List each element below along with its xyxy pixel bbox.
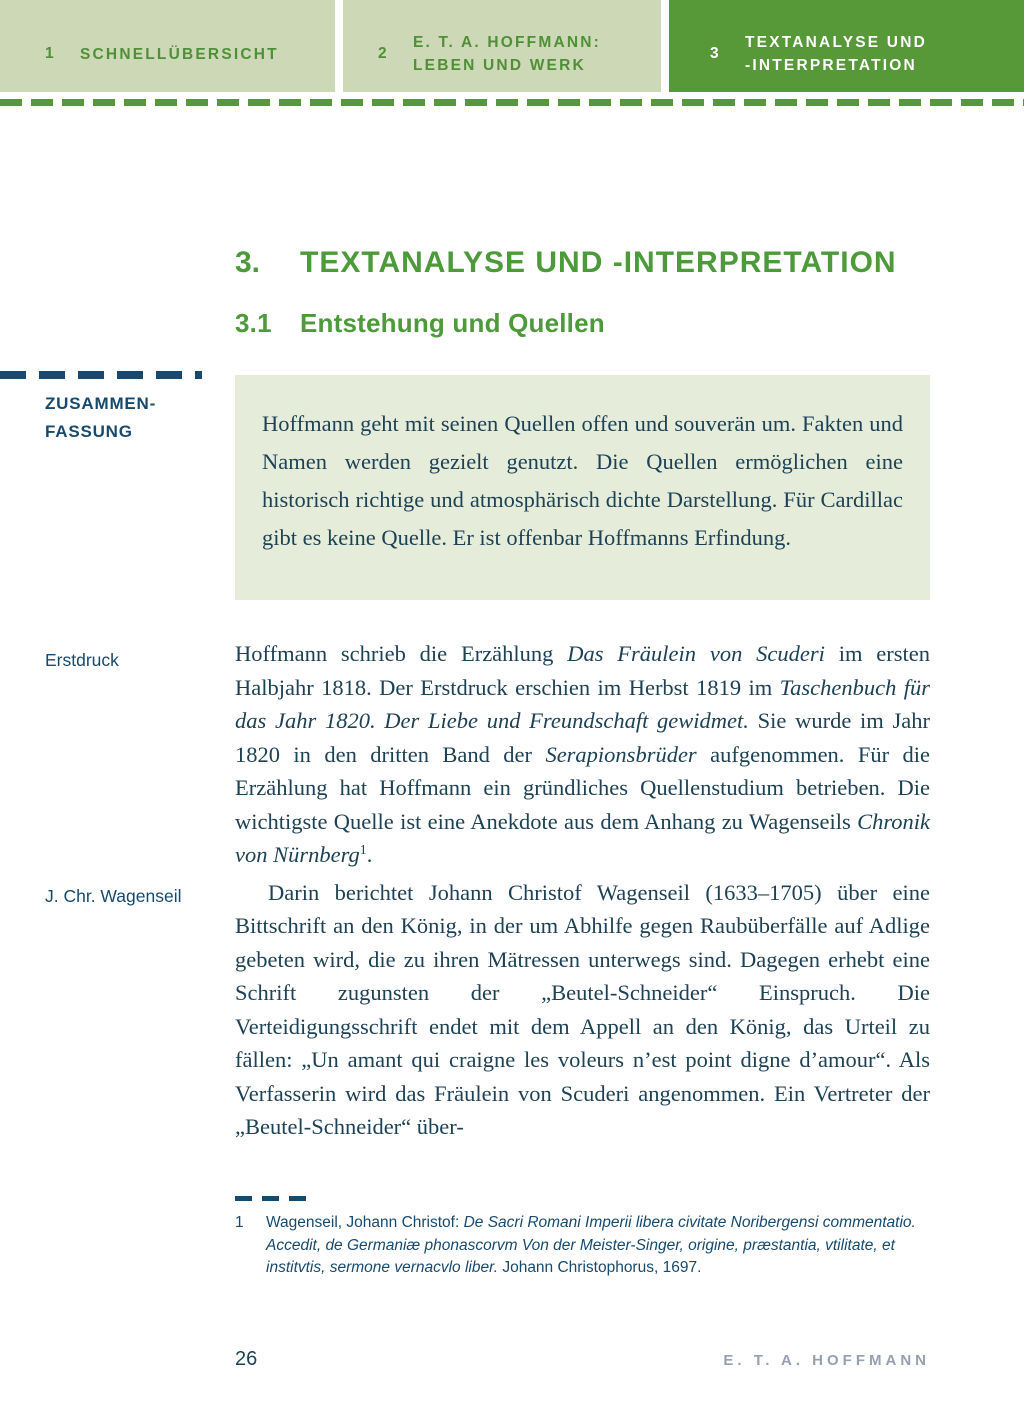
tab-label-line1: TEXTANALYSE UND — [745, 34, 927, 51]
header-tabs — [0, 0, 1024, 92]
footnote-number: 1 — [235, 1214, 244, 1231]
body-text-column — [235, 637, 930, 1144]
subsection-number: 3.1 — [235, 308, 272, 338]
summary-box — [235, 375, 930, 600]
tab-label-line2: -INTERPRETATION — [745, 57, 917, 74]
section-number: 3. — [235, 246, 261, 279]
summary-margin-label — [45, 390, 156, 446]
section-heading — [235, 246, 897, 280]
tab-divider — [661, 0, 669, 92]
footnote-text: Wagenseil, Johann Christof: De Sacri Romani Imperii libera civitate Noribergensi commentatio. Accedit, de Germaniæ phonascorvm Von der Meister-Singer, origine, præstantia, vtilitate, et institvtis, sermone vernacvlo liber. Johann Christophorus, 1697. — [266, 1214, 916, 1276]
margin-label-erstdruck: Erstdruck — [45, 650, 119, 670]
tab-label: SCHNELLÜBERSICHT — [80, 45, 279, 63]
page-number: 26 — [235, 1348, 258, 1370]
tab-label-line1: E. T. A. HOFFMANN: — [413, 34, 601, 51]
tab-hoffmann-leben-und-werk[interactable] — [343, 0, 661, 92]
tab-number: 2 — [378, 45, 389, 62]
running-footer-title: E. T. A. HOFFMANN — [723, 1352, 930, 1369]
paragraph-wagenseil: Darin berichtet Johann Christof Wagenseil (1633–1705) über eine Bittschrift an den König, in der um Abhilfe gegen Raubüberfälle auf Adlige gebeten wird, die zu ihren Mätressen unterwegs sind. Dagegen erhebt eine Schrift zugunsten der „Beutel-Schneider“ Einspruch. Die Verteidigungsschrift endet mit dem Appell an den König, das Urteil zu fällen: „Un amant qui craigne les voleurs n’est point digne d’amour“. Als Verfasserin wird das Fräulein von Scuderi angenommen. Ein Vertreter der „Beutel-Schneider“ über- — [235, 879, 930, 1139]
footnote-divider — [235, 1196, 306, 1201]
dashed-rule-navy — [0, 371, 202, 379]
tab-textanalyse-active[interactable] — [669, 0, 1024, 92]
subsection-heading — [235, 308, 605, 339]
margin-label-wagenseil: J. Chr. Wagenseil — [45, 886, 182, 906]
summary-label-line2: FASSUNG — [45, 422, 133, 441]
summary-text: Hoffmann geht mit seinen Quellen offen und souverän um. Fakten und Namen werden gezielt genutzt. Die Quellen ermöglichen eine historisch richtige und atmosphärisch dichte Darstellung. Für Cardillac gibt es keine Quelle. Er ist offenbar Hoffmanns Erfindung. — [262, 411, 903, 550]
section-title: TEXTANALYSE UND -INTERPRETATION — [300, 246, 897, 279]
tab-number: 3 — [710, 45, 721, 62]
footnote — [235, 1212, 935, 1280]
dashed-rule-green — [0, 99, 1024, 106]
subsection-title: Entstehung und Quellen — [300, 308, 605, 338]
tab-schnelluebersicht[interactable] — [0, 0, 335, 92]
tab-number: 1 — [45, 45, 56, 62]
tab-label-line2: LEBEN UND WERK — [413, 57, 586, 74]
paragraph-erstdruck: Hoffmann schrieb die Erzählung Das Fräulein von Scuderi im ersten Halbjahr 1818. Der Erstdruck erschien im Herbst 1819 im Taschenbuch für das Jahr 1820. Der Liebe und Freundschaft gewidmet. Sie wurde im Jahr 1820 in den dritten Band der Serapionsbrüder aufgenommen. Für die Erzählung hat Hoffmann ein gründliches Quellenstudium betrieben. Die wichtigste Quelle ist eine Anekdote aus dem Anhang zu Wagenseils Chronik von Nürnberg$^1$. — [235, 641, 931, 867]
tab-divider — [335, 0, 343, 92]
summary-label-line1: ZUSAMMEN- — [45, 394, 157, 413]
